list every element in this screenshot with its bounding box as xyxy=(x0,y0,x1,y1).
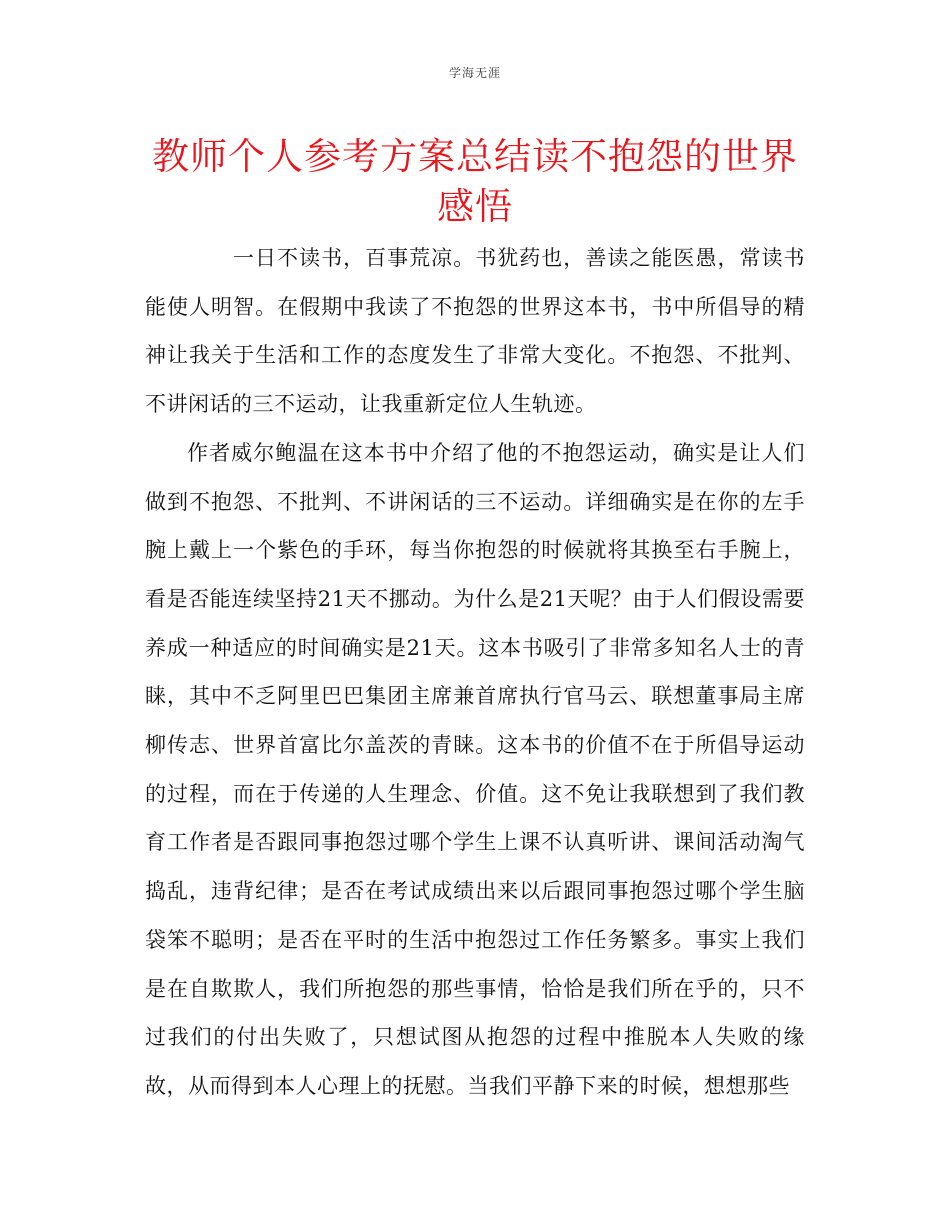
document-body xyxy=(145,234,805,1111)
paragraph-2: 作者威尔鲍温在这本书中介绍了他的不抱怨运动，确实是让人们做到不抱怨、不批判、不讲闲话的三不运动。详细确实是在你的左手腕上戴上一个紫色的手环，每当你抱怨的时候就将其换至右手腕上，看是否能连续坚持21天不挪动。为什么是21天呢？由于人们假设需要养成一种适应的时间确实是21天。这本书吸引了非常多知名人士的青睐，其中不乏阿里巴巴集团主席兼首席执行官马云、联想董事局主席柳传志、世界首富比尔盖茨的青睐。这本书的价值不在于所倡导运动的过程，而在于传递的人生理念、价值。这不免让我联想到了我们教育工作者是否跟同事抱怨过哪个学生上课不认真听讲、课间活动淘气捣乱，违背纪律；是否在考试成绩出来以后跟同事抱怨过哪个学生脑袋笨不聪明；是否在平时的生活中抱怨过工作任务繁多。事实上我们是在自欺欺人，我们所抱怨的那些事情，恰恰是我们所在乎的，只不过我们的付出失败了，只想试图从抱怨的过程中推脱本人失败的缘故，从而得到本人心理上的抚慰。当我们平静下来的时候，想想那些 xyxy=(145,440,805,1098)
paragraph-1: 一日不读书，百事荒凉。书犹药也，善读之能医愚，常读书能使人明智。在假期中我读了不抱怨的世界这本书，书中所倡导的精神让我关于生活和工作的态度发生了非常大变化。不抱怨、不批判、不讲闲话的三不运动，让我重新定位人生轨迹。 xyxy=(145,246,805,417)
document-title: 教师个人参考方案总结读不抱怨的世界感悟 xyxy=(152,135,798,228)
page-header: 学海无涯 xyxy=(448,66,501,80)
